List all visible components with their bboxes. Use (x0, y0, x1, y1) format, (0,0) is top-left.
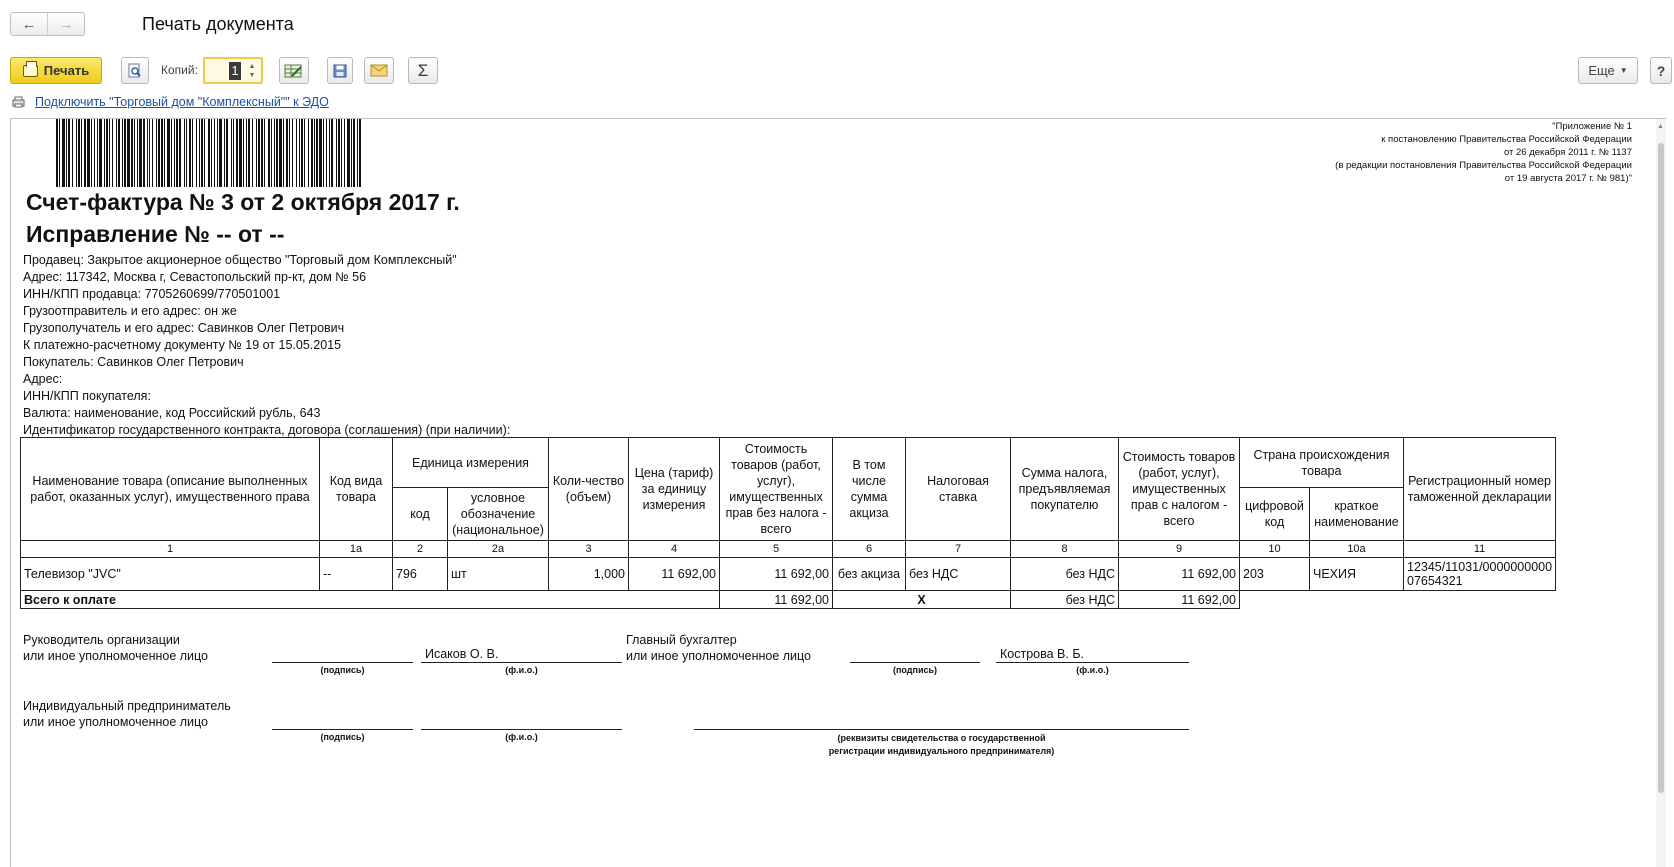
column-number: 4 (629, 541, 720, 558)
barcode-bar (276, 119, 278, 187)
barcode-bar (271, 119, 272, 187)
appendix-line: "Приложение № 1 (1552, 121, 1632, 132)
info-seller: Продавец: Закрытое акционерное общество "Торговый дом Комплексный" (23, 253, 457, 267)
magnifier-icon (127, 63, 143, 79)
vertical-scrollbar[interactable] (1656, 119, 1666, 867)
barcode-bar (72, 119, 73, 187)
column-number: 1а (320, 541, 393, 558)
invoice-title: Счет-фактура № 3 от 2 октября 2017 г. (26, 189, 460, 215)
barcode-bar (179, 119, 181, 187)
head-signature-line (272, 662, 413, 663)
registration-caption-line1: (реквизиты свидетельства о государственной (837, 733, 1046, 743)
info-shipper: Грузоотправитель и его адрес: он же (23, 304, 237, 318)
header-name: Наименование товара (описание выполненных работ, оказанных услуг), имущественного права (21, 438, 320, 541)
barcode-bar (344, 119, 345, 187)
envelope-icon (370, 64, 388, 77)
head-name: Исаков О. В. (425, 647, 499, 661)
header-customs: Регистрационный номер таможенной декларации (1404, 438, 1556, 541)
cell-excise: без акциза (833, 558, 906, 591)
header-unit-code: код (393, 488, 448, 541)
scroll-thumb[interactable] (1658, 143, 1664, 793)
barcode-bar (139, 119, 142, 187)
barcode-bar (296, 119, 297, 187)
cell-kind-code: -- (320, 558, 393, 591)
edo-connect-link[interactable]: Подключить "Торговый дом "Комплексный"" к ЭДО (35, 95, 329, 109)
header-excise: В том числе сумма акциза (833, 438, 906, 541)
barcode-bar (112, 119, 113, 187)
header-kind-code: Код вида товара (320, 438, 393, 541)
column-number: 5 (720, 541, 833, 558)
appendix-line: (в редакции постановления Правительства Российской Федерации (1335, 160, 1632, 171)
barcode-bar (186, 119, 187, 187)
barcode-bar (217, 119, 218, 187)
header-qty: Коли-чество (объем) (549, 438, 629, 541)
column-number: 2а (448, 541, 549, 558)
barcode-bar (224, 119, 225, 187)
column-number: 11 (1404, 541, 1556, 558)
edit-table-icon (284, 63, 304, 79)
barcode-bar (66, 119, 67, 187)
barcode-bar (104, 119, 105, 187)
column-numbers-row (21, 541, 1556, 558)
barcode-bar (304, 119, 305, 187)
header-cost-with-tax: Стоимость товаров (работ, услуг), имущественных прав с налогом - всего (1119, 438, 1240, 541)
info-buyer-address: Адрес: (23, 372, 63, 386)
barcode-bar (314, 119, 315, 187)
barcode-bar (264, 119, 265, 187)
cell-qty: 1,000 (549, 558, 629, 591)
copies-value[interactable]: 1 (229, 62, 241, 80)
barcode-bar (192, 119, 193, 187)
barcode-bar (143, 119, 145, 187)
barcode-bar (122, 119, 123, 187)
barcode-bar (131, 119, 133, 187)
column-number: 6 (833, 541, 906, 558)
cell-country-name: ЧЕХИЯ (1310, 558, 1404, 591)
barcode-bar (289, 119, 290, 187)
barcode-bar (233, 119, 234, 187)
correction-title: Исправление № -- от -- (26, 221, 285, 247)
preview-button[interactable] (121, 57, 149, 84)
total-row (21, 591, 1556, 609)
navigation-buttons (10, 12, 85, 36)
barcode-bar (236, 119, 238, 187)
barcode-bar (56, 119, 58, 187)
head-signature-label (23, 632, 208, 664)
entrepreneur-signature-label (23, 698, 231, 730)
barcode-bar (97, 119, 98, 187)
sum-button[interactable]: Σ (408, 57, 438, 84)
barcode-bar (106, 119, 108, 187)
barcode-bar (147, 119, 148, 187)
barcode-bar (84, 119, 86, 187)
barcode-bar (246, 119, 247, 187)
barcode-bar (118, 119, 120, 187)
barcode-bar (196, 119, 197, 187)
column-number: 7 (906, 541, 1011, 558)
save-button[interactable] (327, 57, 353, 84)
barcode-bar (116, 119, 117, 187)
barcode-bar (109, 119, 110, 187)
barcode-bar (87, 119, 90, 187)
barcode-bar (359, 119, 361, 187)
barcode-bar (214, 119, 215, 187)
column-number: 10 (1240, 541, 1310, 558)
column-number: 2 (393, 541, 448, 558)
entrepreneur-signature-caption: (подпись) (320, 732, 365, 742)
barcode-bar (124, 119, 126, 187)
header-tax-rate: Налоговая ставка (906, 438, 1011, 541)
entrepreneur-label-line1: Индивидуальный предприниматель (23, 699, 231, 713)
cell-unit-name: шт (448, 558, 549, 591)
dropdown-icon: ▼ (1619, 66, 1628, 75)
entrepreneur-fio-caption: (ф.и.о.) (505, 732, 538, 742)
barcode-bar (331, 119, 333, 187)
info-seller-inn: ИНН/КПП продавца: 7705260699/770501001 (23, 287, 281, 301)
toolbar (10, 57, 1666, 85)
barcode-bar (239, 119, 242, 187)
barcode-bar (137, 119, 138, 187)
header-unit-name: условное обозначение (национальное) (448, 488, 549, 541)
edit-document-button[interactable] (279, 57, 309, 84)
barcode-bar (338, 119, 340, 187)
more-button-label: Еще (1588, 63, 1615, 78)
column-number: 1 (21, 541, 320, 558)
accountant-label-line2: или иное уполномоченное лицо (626, 649, 812, 663)
barcode-bar (351, 119, 352, 187)
column-number: 8 (1011, 541, 1119, 558)
barcode-bar (279, 119, 282, 187)
barcode-bar (62, 119, 65, 187)
cell-name: Телевизор "JVC" (21, 558, 320, 591)
scroll-up-icon[interactable]: ▲ (1657, 123, 1664, 130)
barcode-bar (184, 119, 185, 187)
floppy-icon (333, 64, 347, 78)
accountant-fio-caption: (ф.и.о.) (1076, 665, 1109, 675)
barcode-bar (292, 119, 293, 187)
barcode-bar (174, 119, 175, 187)
header-tax-amount: Сумма налога, предъявляемая покупателю (1011, 438, 1119, 541)
window-title: Печать документа (142, 14, 294, 34)
info-seller-address: Адрес: 117342, Москва г, Севастопольский пр-кт, дом № 56 (23, 270, 367, 284)
barcode-bar (243, 119, 244, 187)
barcode-bar (161, 119, 163, 187)
copies-input[interactable] (203, 57, 263, 84)
cell-country-code: 203 (1240, 558, 1310, 591)
info-buyer: Покупатель: Савинков Олег Петрович (23, 355, 244, 369)
barcode-bar (94, 119, 95, 187)
accountant-signature-label (626, 632, 811, 664)
entrepreneur-label-line2: или иное уполномоченное лицо (23, 715, 209, 729)
barcode-bar (68, 119, 70, 187)
barcode-bar (78, 119, 80, 187)
copies-label: Копий: (161, 63, 198, 77)
appendix-line: к постановлению Правительства Российской Федерации (1381, 134, 1632, 145)
table-row[interactable] (21, 558, 1556, 591)
barcode-bar (226, 119, 228, 187)
barcode-bar (231, 119, 232, 187)
barcode-bar (158, 119, 160, 187)
total-empty (1240, 591, 1556, 609)
barcode-bar (91, 119, 92, 187)
cell-customs: 12345/11031/0000000000 07654321 (1404, 558, 1556, 591)
accountant-name: Кострова В. Б. (1000, 647, 1084, 661)
header-country-code: цифровой код (1240, 488, 1310, 541)
barcode-bar (286, 119, 288, 187)
barcode-bar (152, 119, 153, 187)
back-arrow-icon[interactable]: ← (21, 15, 37, 33)
barcode-bar (204, 119, 205, 187)
forward-arrow-icon[interactable]: → (47, 13, 84, 35)
barcode-bar (99, 119, 102, 187)
barcode-bar (341, 119, 342, 187)
barcode-bar (326, 119, 327, 187)
invoice-info (23, 252, 510, 439)
info-currency: Валюта: наименование, код Российский рубль, 643 (23, 406, 321, 420)
registration-caption-line2: регистрации индивидуального предпринимателя) (828, 746, 1055, 756)
head-signature-caption: (подпись) (320, 665, 365, 675)
head-label-line2: или иное уполномоченное лицо (23, 649, 209, 663)
total-tax-amount: без НДС (1011, 591, 1119, 609)
barcode-bar (219, 119, 222, 187)
accountant-signature-caption: (подпись) (892, 665, 938, 675)
info-buyer-inn: ИНН/КПП покупателя: (23, 389, 151, 403)
barcode-bar (156, 119, 157, 187)
barcode-bar (261, 119, 263, 187)
barcode-bar (347, 119, 350, 187)
barcode-bar (258, 119, 260, 187)
total-label: Всего к оплате (21, 591, 720, 609)
column-number: 9 (1119, 541, 1240, 558)
barcode-bar (274, 119, 275, 187)
barcode-bar (311, 119, 313, 187)
column-number: 10а (1310, 541, 1404, 558)
barcode-bar (301, 119, 303, 187)
header-price: Цена (тариф) за единицу измерения (629, 438, 720, 541)
cell-tax-rate: без НДС (906, 558, 1011, 591)
edo-printer-icon (12, 96, 25, 108)
header-country: Страна происхождения товара (1240, 438, 1404, 488)
total-cost-with-tax: 11 692,00 (1119, 591, 1240, 609)
barcode-bar (283, 119, 284, 187)
barcode-bar (336, 119, 337, 187)
barcode-bar (149, 119, 150, 187)
barcode-bar (248, 119, 250, 187)
invoice-table (20, 437, 1556, 609)
edo-row (12, 94, 329, 110)
cell-price: 11 692,00 (629, 558, 720, 591)
barcode-bar (268, 119, 270, 187)
barcode-bar (252, 119, 253, 187)
head-fio-line (421, 662, 622, 663)
barcode-bar (134, 119, 135, 187)
barcode-bar (308, 119, 309, 187)
more-button[interactable] (1578, 57, 1638, 84)
registration-caption (694, 732, 1189, 758)
column-number: 3 (549, 541, 629, 558)
barcode-bar (201, 119, 203, 187)
spinner-icon[interactable]: ▲ ▼ (248, 63, 256, 79)
print-button-label: Печать (43, 63, 90, 78)
cell-cost-with-tax: 11 692,00 (1119, 558, 1240, 591)
header-cost-no-tax: Стоимость товаров (работ, услуг), имущественных прав без налога - всего (720, 438, 833, 541)
entrepreneur-signature-line (272, 729, 413, 730)
barcode-bar (256, 119, 257, 187)
barcode-bar (299, 119, 300, 187)
registration-line (694, 729, 1189, 730)
accountant-fio-line (996, 662, 1189, 663)
barcode-bar (167, 119, 170, 187)
barcode-bar (164, 119, 165, 187)
barcode-bar (176, 119, 178, 187)
help-button[interactable]: ? (1650, 57, 1672, 84)
accountant-label-line1: Главный бухгалтер (626, 633, 737, 647)
total-cost-no-tax: 11 692,00 (720, 591, 833, 609)
barcode-bar (76, 119, 77, 187)
barcode-bar (329, 119, 330, 187)
barcode-bar (208, 119, 210, 187)
cell-cost-no-tax: 11 692,00 (720, 558, 833, 591)
cell-unit-code: 796 (393, 558, 448, 591)
barcode-bar (323, 119, 324, 187)
barcode-bar (316, 119, 318, 187)
head-fio-caption: (ф.и.о.) (505, 665, 538, 675)
barcode-bar (357, 119, 358, 187)
info-consignee: Грузополучатель и его адрес: Савинков Олег Петрович (23, 321, 345, 335)
header-unit: Единица измерения (393, 438, 549, 488)
barcode (56, 119, 361, 187)
appendix-note (1072, 120, 1632, 185)
barcode-bar (127, 119, 130, 187)
barcode-bar (199, 119, 200, 187)
barcode-bar (353, 119, 355, 187)
head-label-line1: Руководитель организации (23, 633, 180, 647)
info-contract-id: Идентификатор государственного контракта, договора (соглашения) (при наличии): (23, 423, 511, 437)
send-email-button[interactable] (364, 57, 394, 84)
cell-tax-amount: без НДС (1011, 558, 1119, 591)
barcode-bar (211, 119, 212, 187)
entrepreneur-fio-line (421, 729, 622, 730)
barcode-bar (189, 119, 191, 187)
barcode-bar (59, 119, 60, 187)
accountant-signature-line (850, 662, 980, 663)
header-country-name: краткое наименование (1310, 488, 1404, 541)
total-excise: X (833, 591, 1011, 609)
barcode-bar (319, 119, 322, 187)
print-button[interactable] (10, 57, 102, 84)
info-payment-doc: К платежно-расчетному документу № 19 от 15.05.2015 (23, 338, 342, 352)
printer-icon (23, 65, 38, 77)
appendix-line: от 19 августа 2017 г. № 981)" (1504, 173, 1632, 184)
barcode-bar (81, 119, 82, 187)
appendix-line: от 26 декабря 2011 г. № 1137 (1503, 147, 1632, 158)
barcode-bar (171, 119, 172, 187)
